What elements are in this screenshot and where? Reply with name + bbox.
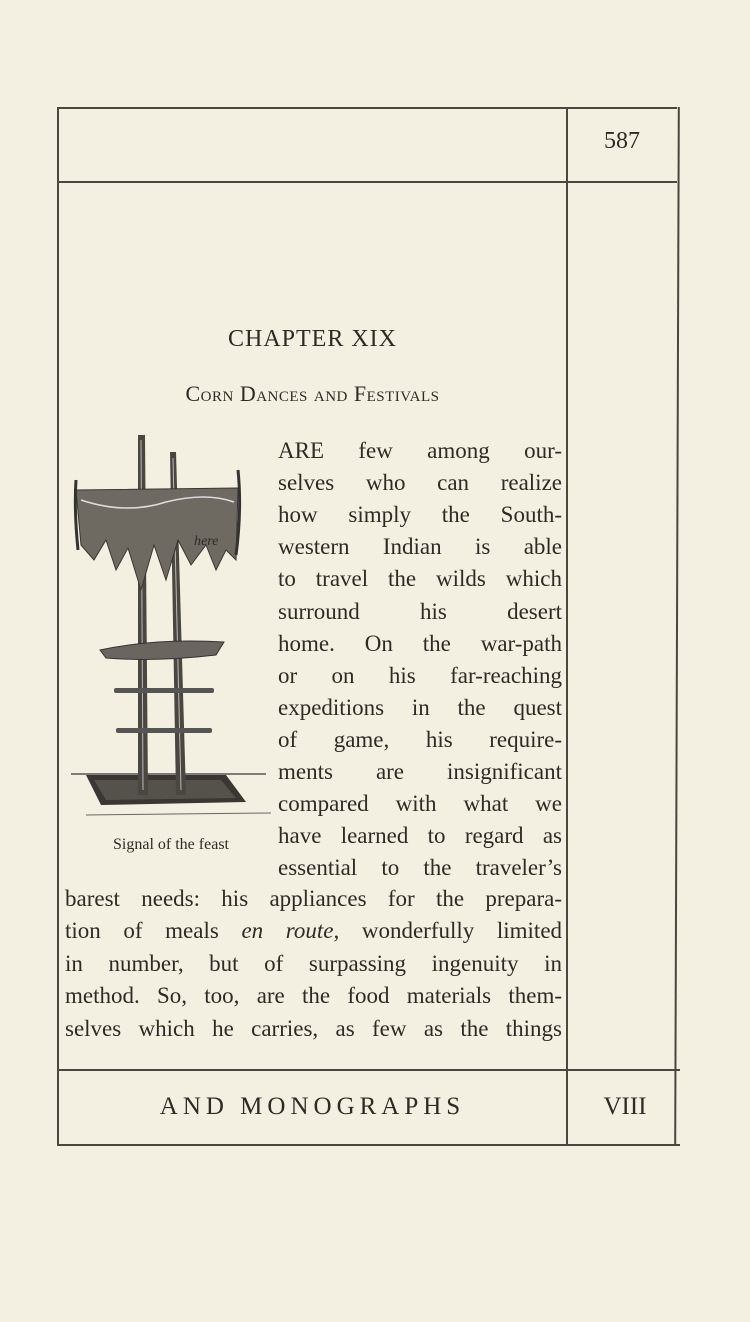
text-line-content: in number, but of surpassing ingenuity in (65, 950, 562, 976)
footer-top-rule (57, 1069, 680, 1071)
text-line-content: how simply the South- (278, 502, 562, 528)
chapter-subtitle: Corn Dances and Festivals (185, 381, 440, 406)
text-line (65, 1014, 562, 1044)
text-line-content: ments are insignificant (278, 759, 562, 784)
text-line (278, 661, 562, 691)
text-line-content: surround his desert (278, 598, 562, 624)
text-line-content: have learned to regard as (278, 823, 562, 849)
illustration-caption: Signal of the feast (113, 836, 229, 853)
text-line (278, 436, 562, 466)
italic-phrase: en route, (241, 918, 340, 944)
text-line-content: method. So, too, are the food materials them- (65, 983, 562, 1009)
text-fragment: tion of meals (65, 918, 219, 944)
page-number: 587 (604, 128, 640, 154)
footer-volume: VIII (603, 1093, 647, 1120)
text-line-content: ARE few among our- (278, 438, 562, 463)
frame-bottom-rule (57, 1144, 680, 1146)
text-line (65, 884, 562, 914)
text-line-content: essential to the traveler’s (278, 855, 562, 881)
frame-left-rule (57, 107, 59, 1146)
frame-top-rule (57, 107, 677, 109)
text-line-content: to travel the wilds which (278, 566, 562, 592)
column-divider-rule (566, 107, 568, 1145)
text-line (278, 597, 562, 627)
header-rule (57, 181, 677, 183)
text-line-content: barest needs: his appliances for the prepara- (65, 886, 562, 911)
text-line (278, 500, 562, 530)
text-line (278, 725, 562, 755)
text-line (278, 564, 562, 594)
frame-right-rule (674, 107, 680, 1146)
text-line (278, 532, 562, 562)
text-line (65, 949, 562, 979)
text-line-content: compared with what we (278, 791, 562, 817)
signal-of-feast-illustration (66, 430, 276, 830)
illustration-inscription: here (194, 534, 219, 549)
text-line (65, 981, 562, 1011)
text-line (278, 629, 562, 659)
text-line (278, 468, 562, 498)
text-line-content: home. On the war-path (278, 630, 562, 656)
text-line-content: of game, his require- (278, 726, 562, 752)
text-line (278, 693, 562, 723)
text-line-content (65, 916, 562, 946)
chapter-title: CHAPTER XIX (227, 326, 397, 352)
text-line-content: or on his far-reaching (278, 662, 562, 688)
footer-series-title: AND MONOGRAPHS (159, 1093, 466, 1120)
text-line-content: expeditions in the quest (278, 694, 562, 720)
text-line (278, 853, 562, 883)
text-line (278, 789, 562, 819)
text-line (65, 916, 562, 946)
text-line (278, 757, 562, 787)
text-line (278, 821, 562, 851)
text-line-content: selves which he carries, as few as the things (65, 1015, 562, 1041)
text-line-content: western Indian is able (278, 534, 562, 560)
text-line-content: selves who can realize (278, 470, 562, 496)
text-fragment: wonderfully limited (361, 918, 563, 944)
